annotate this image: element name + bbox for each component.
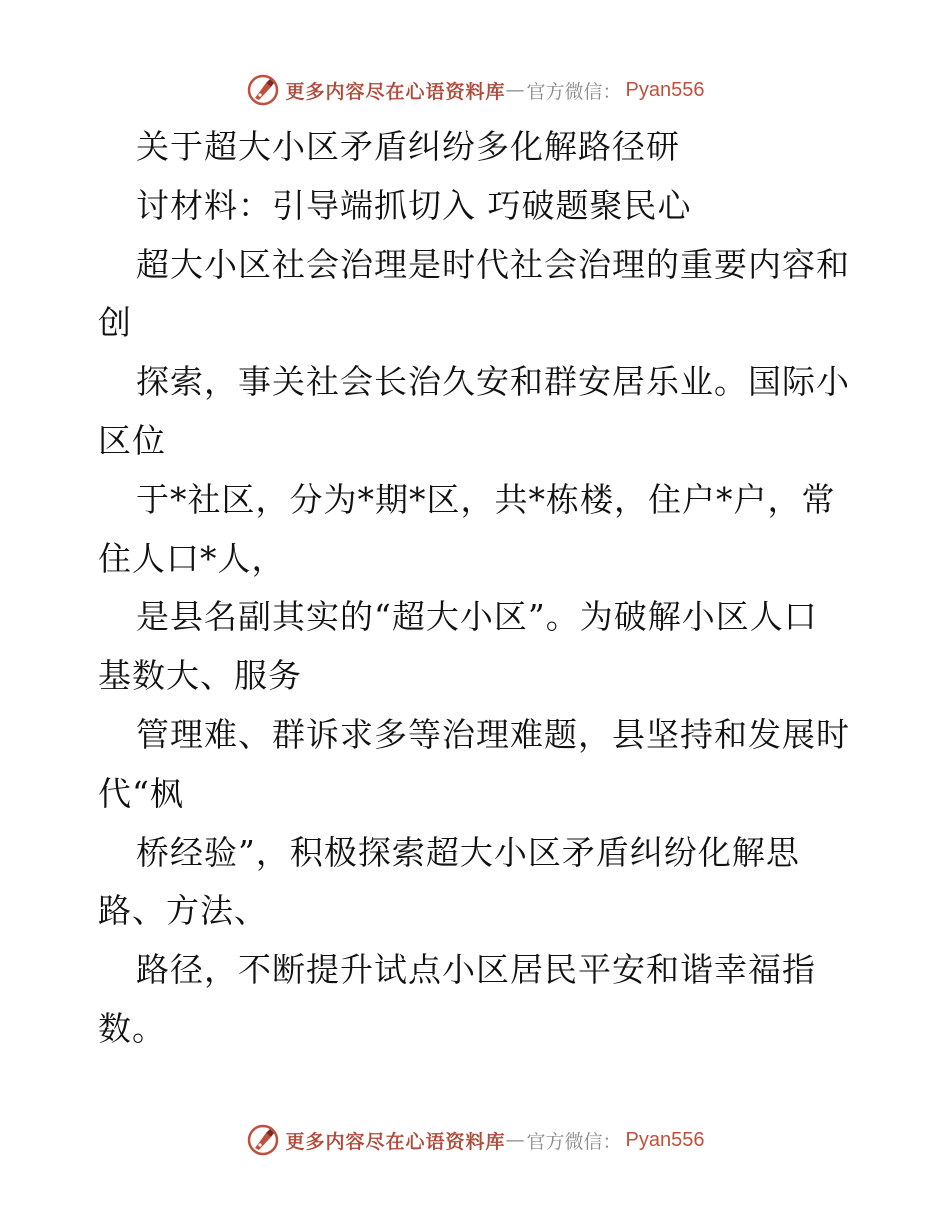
banner-separator: —	[505, 1129, 525, 1151]
text-line: 住人口*人，	[98, 538, 286, 578]
text-line: 探索，事关社会长治久安和群安居乐业。国际小	[136, 362, 850, 402]
text-line: 于*社区，分为*期*区，共*栋楼，住户*户，常	[136, 479, 836, 519]
text-line: 管理难、群诉求多等治理难题，县坚持和发展时	[136, 714, 850, 754]
banner-site-text: 更多内容尽在心语资料库	[285, 1130, 506, 1153]
text-line: 创	[98, 303, 132, 343]
banner-wechat-id: Pyan556	[625, 78, 705, 101]
text-line: 超大小区社会治理是时代社会治理的重要内容和	[136, 244, 850, 284]
banner-separator: —	[505, 79, 525, 101]
pen-nib-logo-icon	[246, 1123, 280, 1157]
text-line: 代“枫	[98, 773, 184, 813]
banner-wechat-label: 官方微信：	[526, 80, 622, 103]
text-line: 基数大、服务	[98, 656, 302, 696]
footer-banner	[0, 1118, 950, 1162]
text-line: 关于超大小区矛盾纠纷多化解路径研	[136, 127, 680, 166]
text-line: 路、方法、	[98, 891, 268, 931]
banner-wechat-id: Pyan556	[625, 1128, 705, 1151]
text-line: 讨材料：引导端抓切入 巧破题聚民心	[136, 185, 692, 225]
header-banner	[0, 68, 950, 112]
text-line: 区位	[98, 420, 166, 460]
banner-wechat-label: 官方微信：	[526, 1130, 622, 1153]
banner-site-text: 更多内容尽在心语资料库	[285, 80, 506, 103]
document-body	[98, 118, 858, 1059]
text-line: 是县名副其实的“超大小区”。为破解小区人口	[136, 597, 818, 637]
pen-nib-logo-icon	[246, 73, 280, 107]
text-line: 数。	[98, 1008, 166, 1048]
text-line: 桥经验”，积极探索超大小区矛盾纠纷化解思	[136, 832, 800, 872]
text-line: 路径，不断提升试点小区居民平安和谐幸福指	[136, 950, 816, 990]
